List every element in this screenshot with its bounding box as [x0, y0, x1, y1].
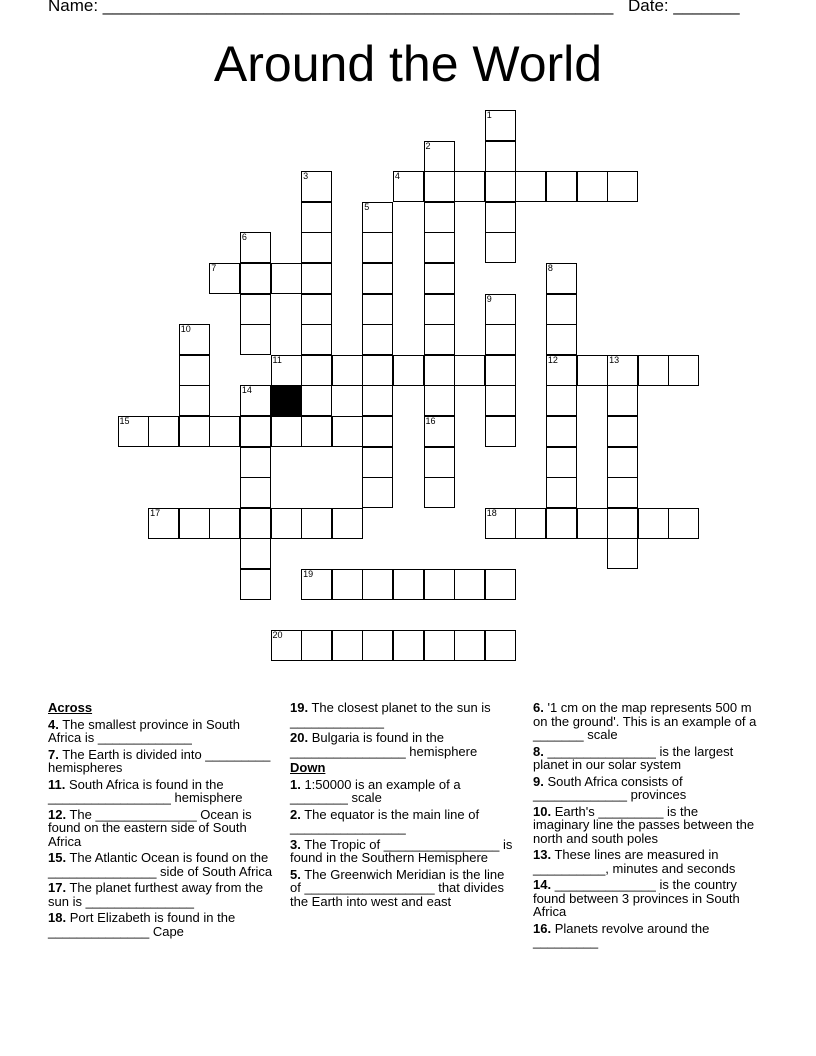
grid-cell[interactable] [393, 355, 424, 386]
grid-cell[interactable] [362, 263, 393, 294]
clue-across-18: 18. Port Elizabeth is found in the ______________ Cape [48, 910, 236, 939]
grid-cell[interactable] [362, 630, 393, 661]
grid-cell[interactable] [607, 477, 638, 508]
cell-number: 2 [425, 140, 431, 151]
cell-number: 15 [119, 416, 130, 426]
grid-cell[interactable] [454, 355, 485, 386]
grid-cell[interactable] [454, 569, 485, 600]
grid-cell[interactable] [362, 477, 393, 508]
clue-across-15: 15. The Atlantic Ocean is found on the _______________ side of South Africa [48, 850, 273, 879]
grid-cell[interactable] [271, 355, 302, 386]
grid-cell[interactable] [546, 508, 577, 539]
grid-cell[interactable] [546, 447, 577, 478]
grid-cell[interactable] [485, 294, 516, 325]
clue-down-3: 3. The Tropic of ________________ is found in the Southern Hemisphere [290, 836, 513, 865]
grid-cell[interactable] [332, 630, 363, 661]
clue-across-12: 12. The ______________ Ocean is found on the eastern side of South Africa [48, 806, 252, 849]
grid-cell[interactable] [515, 171, 546, 202]
grid-cell[interactable] [240, 508, 271, 539]
grid-cell[interactable] [607, 538, 638, 569]
clue-down-10: 10. Earth's _________ is the imaginary line the passes between the north and south poles [533, 803, 755, 846]
grid-cell[interactable] [546, 385, 577, 416]
grid-cell[interactable] [546, 477, 577, 508]
grid-cell[interactable] [362, 232, 393, 263]
cell-number: 13 [609, 354, 620, 365]
grid-cell[interactable] [546, 355, 577, 386]
clue-across-4: 4. The smallest province in South Africa is _____________ [48, 716, 240, 745]
clue-across-19: 19. The closest planet to the sun is _____________ [290, 700, 491, 729]
across-heading: Across [48, 700, 93, 715]
grid-cell[interactable] [424, 141, 455, 172]
grid-cell[interactable] [424, 232, 455, 263]
clue-down-5: 5. The Greenwich Meridian is the line of __________________ that divides the Earth into west and east [290, 866, 505, 909]
clue-across-20: 20. Bulgaria is found in the ________________ hemisphere [290, 730, 478, 759]
grid-cell[interactable] [362, 447, 393, 478]
date-field-label: Date: _______ [628, 0, 740, 15]
grid-cell[interactable] [332, 355, 363, 386]
cell-number: 3 [303, 171, 309, 182]
grid-cell[interactable] [454, 630, 485, 661]
grid-cell[interactable] [424, 569, 455, 600]
grid-cell[interactable] [179, 324, 210, 355]
grid-cell[interactable] [240, 477, 271, 508]
grid-cell[interactable] [209, 508, 240, 539]
grid-cell[interactable] [485, 324, 516, 355]
grid-cell[interactable] [546, 263, 577, 294]
grid-cell[interactable] [485, 232, 516, 263]
grid-cell[interactable] [271, 630, 302, 661]
grid-cell[interactable] [485, 630, 516, 661]
grid-cell[interactable] [668, 508, 699, 539]
grid-cell[interactable] [638, 508, 669, 539]
grid-cell[interactable] [301, 508, 332, 539]
grid-cell[interactable] [577, 355, 608, 386]
grid-cell[interactable] [546, 324, 577, 355]
grid-cell[interactable] [607, 416, 638, 447]
grid-cell[interactable] [454, 171, 485, 202]
grid-cell[interactable] [577, 508, 608, 539]
grid-cell[interactable] [424, 294, 455, 325]
clue-across-7: 7. The Earth is divided into _________ hemispheres [48, 746, 271, 775]
grid-cell[interactable] [607, 171, 638, 202]
grid-cell[interactable] [179, 508, 210, 539]
cell-number: 1 [486, 110, 492, 120]
grid-cell[interactable] [362, 416, 393, 447]
grid-cell[interactable] [607, 385, 638, 416]
grid-cell[interactable] [148, 416, 179, 447]
cell-number: 4 [394, 171, 400, 182]
grid-cell[interactable] [301, 294, 332, 325]
grid-cell[interactable] [240, 385, 271, 416]
grid-cell[interactable] [577, 171, 608, 202]
grid-cell[interactable] [485, 416, 516, 447]
clue-down-13: 13. These lines are measured in __________, minutes and seconds [533, 847, 736, 876]
grid-cell[interactable] [240, 538, 271, 569]
cell-number: 5 [364, 201, 370, 212]
grid-cell[interactable] [393, 569, 424, 600]
cell-number: 20 [272, 630, 283, 641]
grid-cell[interactable] [362, 385, 393, 416]
grid-cell[interactable] [301, 263, 332, 294]
grid-cell[interactable] [546, 416, 577, 447]
grid-cell[interactable] [332, 569, 363, 600]
black-cell [271, 385, 302, 416]
grid-cell[interactable] [301, 569, 332, 600]
grid-cell[interactable] [179, 416, 210, 447]
cell-number: 11 [272, 354, 282, 365]
grid-cell[interactable] [546, 294, 577, 325]
grid-cell[interactable] [485, 355, 516, 386]
clues-column-2 [290, 701, 515, 911]
grid-cell[interactable] [424, 385, 455, 416]
clue-across-11: 11. South Africa is found in the _________________ hemisphere [48, 776, 243, 805]
grid-cell[interactable] [240, 324, 271, 355]
cell-number: 7 [211, 263, 217, 273]
cell-number: 8 [547, 263, 553, 273]
grid-cell[interactable] [301, 630, 332, 661]
grid-cell[interactable] [332, 416, 363, 447]
grid-cell[interactable] [240, 569, 271, 600]
cell-number: 17 [150, 507, 161, 518]
grid-cell[interactable] [240, 416, 271, 447]
cell-number: 18 [486, 507, 497, 518]
grid-cell[interactable] [485, 202, 516, 233]
clues-column-1 [48, 701, 273, 941]
clue-down-14: 14. ______________ is the country found between 3 provinces in South Africa [533, 877, 740, 919]
grid-cell[interactable] [362, 355, 393, 386]
grid-cell[interactable] [118, 416, 149, 447]
grid-cell[interactable] [301, 232, 332, 263]
grid-cell[interactable] [515, 508, 546, 539]
grid-cell[interactable] [332, 508, 363, 539]
grid-cell[interactable] [179, 385, 210, 416]
grid-cell[interactable] [485, 508, 516, 539]
grid-cell[interactable] [301, 385, 332, 416]
cell-number: 12 [547, 354, 558, 365]
cell-number: 10 [180, 324, 191, 335]
grid-cell[interactable] [362, 324, 393, 355]
grid-cell[interactable] [485, 171, 516, 202]
grid-cell[interactable] [638, 355, 669, 386]
cell-number: 6 [241, 232, 247, 243]
grid-cell[interactable] [546, 171, 577, 202]
cell-number: 16 [425, 416, 436, 426]
grid-cell[interactable] [668, 355, 699, 386]
grid-cell[interactable] [179, 355, 210, 386]
grid-cell[interactable] [362, 294, 393, 325]
clues-column-3 [533, 701, 758, 952]
grid-cell[interactable] [271, 263, 302, 294]
grid-cell[interactable] [301, 202, 332, 233]
page-title: Around the World [213, 36, 603, 92]
grid-cell[interactable] [362, 569, 393, 600]
name-field-label: Name: ______________________________________________________ [48, 0, 614, 15]
clue-down-6: 6. '1 cm on the map represents 500 m on the ground'. This is an example of a _______ scale [533, 700, 757, 742]
grid-cell[interactable] [424, 416, 455, 447]
grid-cell[interactable] [607, 508, 638, 539]
clue-down-8: 8. _______________ is the largest planet in our solar system [533, 743, 734, 772]
grid-cell[interactable] [362, 202, 393, 233]
grid-cell[interactable] [424, 355, 455, 386]
grid-cell[interactable] [209, 263, 240, 294]
grid-cell[interactable] [485, 385, 516, 416]
grid-cell[interactable] [424, 447, 455, 478]
grid-cell[interactable] [424, 477, 455, 508]
clue-across-17: 17. The planet furthest away from the sun is _______________ [48, 880, 264, 909]
grid-cell[interactable] [240, 263, 271, 294]
clue-down-16: 16. Planets revolve around the _________ [533, 920, 710, 949]
grid-cell[interactable] [271, 416, 302, 447]
grid-cell[interactable] [148, 508, 179, 539]
down-heading: Down [290, 760, 326, 775]
grid-cell[interactable] [424, 324, 455, 355]
grid-cell[interactable] [607, 355, 638, 386]
grid-cell[interactable] [424, 263, 455, 294]
grid-cell[interactable] [240, 447, 271, 478]
grid-cell[interactable] [393, 630, 424, 661]
grid-cell[interactable] [485, 141, 516, 172]
grid-cell[interactable] [301, 416, 332, 447]
grid-cell[interactable] [393, 171, 424, 202]
clue-down-9: 9. South Africa consists of _____________ provinces [533, 773, 687, 802]
grid-cell[interactable] [485, 569, 516, 600]
grid-cell[interactable] [424, 202, 455, 233]
cell-number: 9 [486, 293, 492, 304]
grid-cell[interactable] [424, 171, 455, 202]
grid-cell[interactable] [485, 110, 516, 141]
grid-cell[interactable] [301, 171, 332, 202]
grid-cell[interactable] [301, 355, 332, 386]
cell-number: 14 [241, 385, 252, 396]
clue-down-2: 2. The equator is the main line of ________________ [290, 806, 480, 835]
grid-cell[interactable] [271, 508, 302, 539]
grid-cell[interactable] [209, 416, 240, 447]
grid-cell[interactable] [240, 232, 271, 263]
grid-cell[interactable] [240, 294, 271, 325]
clue-down-1: 1. 1:50000 is an example of a ________ scale [290, 776, 461, 805]
grid-cell[interactable] [424, 630, 455, 661]
cell-number: 19 [303, 569, 314, 579]
grid-cell[interactable] [301, 324, 332, 355]
grid-cell[interactable] [607, 447, 638, 478]
